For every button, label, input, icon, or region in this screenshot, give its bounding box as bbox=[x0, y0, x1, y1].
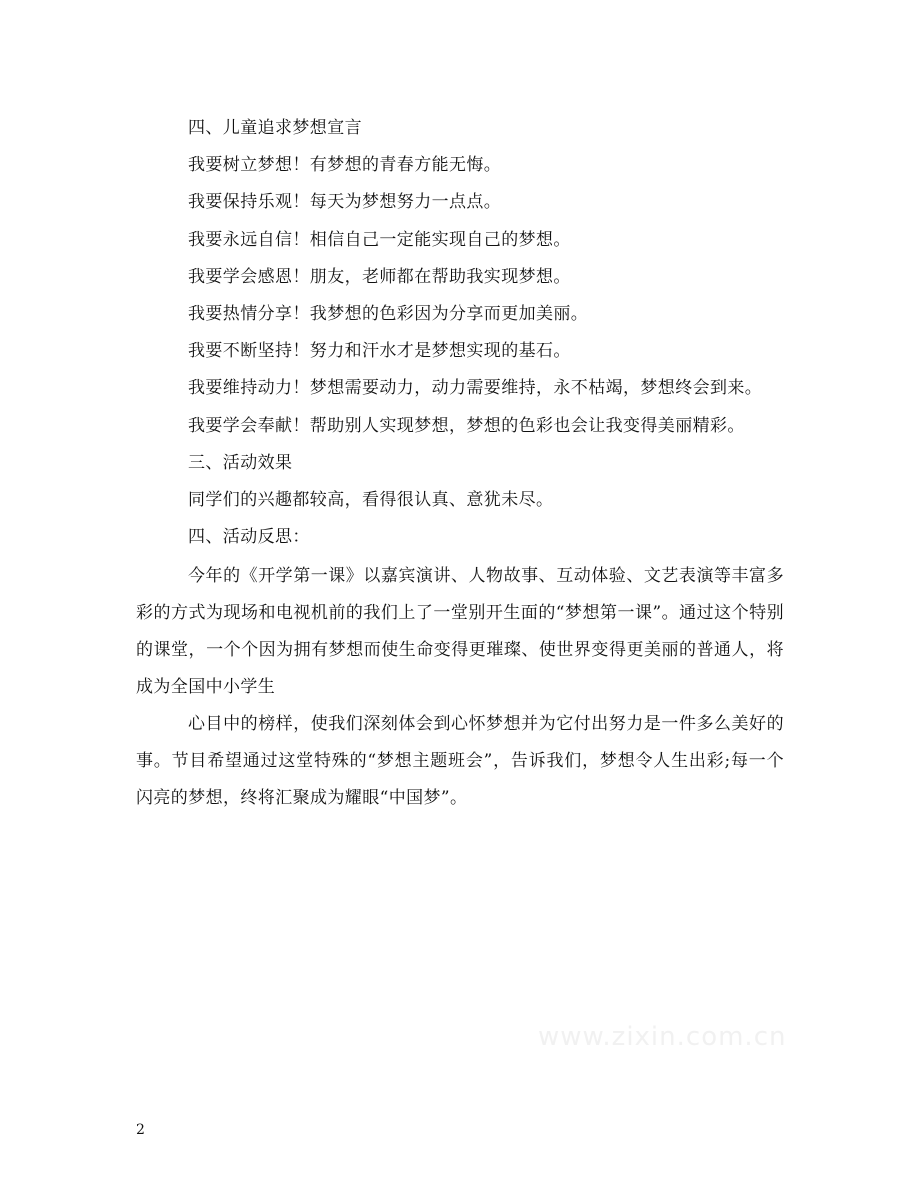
declaration-line: 我要永远自信！相信自己一定能实现自己的梦想。 bbox=[188, 229, 571, 250]
section-heading: 三、活动效果 bbox=[188, 452, 293, 473]
declaration-line: 我要树立梦想！有梦想的青春方能无悔。 bbox=[188, 155, 502, 176]
declaration-line: 我要不断坚持！努力和汗水才是梦想实现的基石。 bbox=[188, 341, 571, 362]
declaration-line: 我要保持乐观！每天为梦想努力一点点。 bbox=[188, 192, 502, 213]
body-line: 同学们的兴趣都较高，看得很认真、意犹未尽。 bbox=[188, 489, 554, 510]
reflection-paragraph: 今年的《开学第一课》以嘉宾演讲、人物故事、互动体验、文艺表演等丰富多彩的方式为现场和电视机前的我们上了一堂别开生面的“梦想第一课”。通过这个特别的课堂，一个个因为拥有梦想而使生命变得更璀璨、使世界变得更美丽的普通人，将成为全国中小学生 bbox=[136, 566, 784, 698]
page-number: 2 bbox=[136, 1122, 145, 1138]
document-body bbox=[136, 112, 784, 817]
declaration-line: 我要学会奉献！帮助别人实现梦想，梦想的色彩也会让我变得美丽精彩。 bbox=[188, 415, 745, 436]
declaration-line: 我要热情分享！我梦想的色彩因为分享而更加美丽。 bbox=[188, 303, 589, 324]
declaration-line: 我要维持动力！梦想需要动力，动力需要维持，永不枯竭，梦想终会到来。 bbox=[188, 378, 763, 399]
watermark: www.zixin.com.cn bbox=[538, 1022, 787, 1052]
section-heading: 四、活动反思： bbox=[188, 527, 310, 548]
declaration-line: 我要学会感恩！朋友，老师都在帮助我实现梦想。 bbox=[188, 266, 571, 287]
section-heading: 四、儿童追求梦想宣言 bbox=[188, 118, 362, 138]
reflection-paragraph: 心目中的榜样，使我们深刻体会到心怀梦想并为它付出努力是一件多么美好的事。节目希望通过这堂特殊的“梦想主题班会”，告诉我们，梦想令人生出彩;每一个闪亮的梦想，终将汇聚成为耀眼“中国梦”。 bbox=[136, 714, 784, 809]
